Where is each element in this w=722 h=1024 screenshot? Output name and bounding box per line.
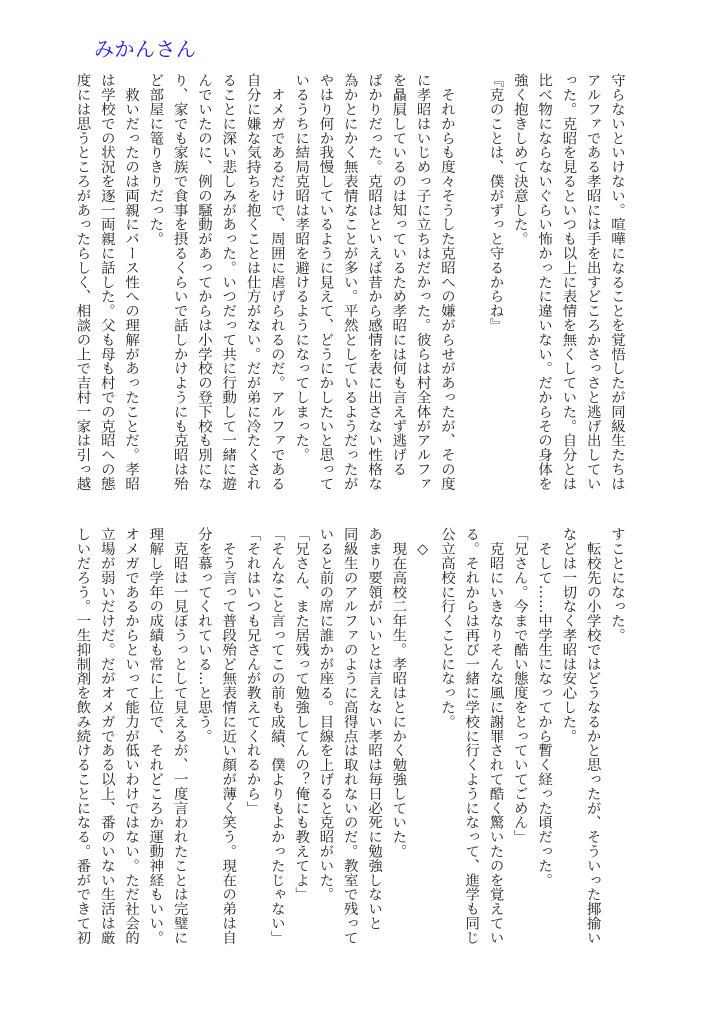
text-line: 「それはいつも兄さんが教えてくれるから」 xyxy=(244,527,261,815)
text-line: 「兄さん、また居残って勉強してんの？俺にも教えてよ」 xyxy=(293,527,310,902)
text-line: それからも度々そうした克昭への嫌がらせがあったが、その度 xyxy=(438,73,455,491)
text-line: 立場が弱いだけだ。だがオメガである以上、番のいない生活は厳 xyxy=(98,527,115,945)
text-line: すことになった。 xyxy=(609,527,625,643)
text-line: 克昭は一見ぼうっとして見えるが、一度言われたことは完璧に xyxy=(171,527,188,945)
text-line: は学校での状況を逐一両親に話した。父も母も村での克昭への態 xyxy=(98,73,115,491)
text-line: 為かとにかく無表情なことが多い。平然としているようだったが xyxy=(341,73,358,491)
text-line: ◇ xyxy=(414,527,431,558)
text-line xyxy=(459,73,483,483)
text-line: 克昭にいきなりそんな風に謝罪されて酷く驚いたのを覚えてい xyxy=(487,527,504,945)
text-line: ばかりだった。克昭はといえば昔から感情を表に出さない性格な xyxy=(366,73,383,491)
text-line: 守らないといけない。喧嘩になることを覚悟したが同級生たちは xyxy=(609,73,625,491)
text-line: る。それからは再び一緒に学校に行くようになって、進学も同じ xyxy=(463,527,480,945)
text-line: そして……中学生になってから暫く経った頃だった。 xyxy=(536,527,553,887)
text-line: などは一切なく孝昭は安心した。 xyxy=(560,527,577,743)
text-line: 「兄さん。今まで酷い態度をとっていてごめん」 xyxy=(511,527,528,844)
lower-text-block xyxy=(74,527,629,945)
text-line: 度には思うところがあったらしく、相談の上で吉村一家は引っ越 xyxy=(74,73,91,491)
text-line: り、家でも家族で食事を摂るくらいで話しかけようにも克昭は殆 xyxy=(171,73,188,491)
upper-text-block xyxy=(74,73,629,491)
text-line: 現在高校二年生。孝昭はとにかく勉強していた。 xyxy=(390,527,407,859)
text-line: オメガであるだけで、周囲に虐げられるのだ。アルファである xyxy=(268,73,285,491)
text-line: ど部屋に篭りきりだった。 xyxy=(147,73,164,246)
text-line: そう言って普段殆ど無表情に近い顔が薄く笑う。現在の弟は自 xyxy=(220,527,237,945)
text-line: を贔屓しているのは知っているため孝昭には何も言えず逃げる xyxy=(390,73,407,477)
text-line: 『克のことは、僕がずっと守るからね』 xyxy=(487,73,504,333)
text-line: オメガであるからといって能力が低いわけではない。ただ社会的 xyxy=(123,527,140,945)
text-line: 転校先の小学校ではどうなるかと思ったが、そういった揶揄い xyxy=(584,527,601,945)
text-line: あまり要領がいいとは言えない孝昭は毎日必死に勉強しないと xyxy=(366,527,383,931)
text-line: 比べ物にならないぐらい怖かったに違いない。だからその身体を xyxy=(536,73,553,491)
text-line: 強く抱きしめて決意した。 xyxy=(511,73,528,246)
text-line: やはり何か我慢しているように見えて、どうにかしたいと思って xyxy=(317,73,334,491)
text-line: 公立高校に行くことになった。 xyxy=(438,527,455,729)
text-line: に孝昭はいじめっ子に立ちはだかった。彼らは村全体がアルファ xyxy=(414,73,431,491)
text-line: 理解し学年の成績も常に上位で、それどころか運動神経もいい。 xyxy=(147,527,164,945)
text-line: 「そんなこと言ってこの前も成績、僕よりもよかったじゃない」 xyxy=(268,527,285,945)
author-name: みかんさん xyxy=(94,37,197,61)
text-line: いるうちに結局克昭は孝昭を避けるようになってしまった。 xyxy=(293,73,310,462)
text-line: ることに深い悲しみがあった。いつだって共に行動して一緒に遊 xyxy=(220,73,237,491)
text-line: 分を慕ってくれている…と思う。 xyxy=(195,527,212,743)
text-line: 自分に嫌な気持ちを抱くことは仕方がない。だが弟に冷たくされ xyxy=(244,73,261,491)
text-line: 同級生のアルファのように高得点は取れないのだ。教室で残って xyxy=(341,527,358,945)
text-line: んでいたのに、例の騒動があってからは小学校の登下校も別にな xyxy=(195,73,212,491)
text-line: った。克昭を見るといつも以上に表情を無くしていた。自分とは xyxy=(560,73,577,491)
text-line: しいだろう。一生抑制剤を飲み続けることになる。番ができて初 xyxy=(74,527,91,945)
text-line: 救いだったのは両親にバース性への理解があったことだ。孝昭 xyxy=(123,73,140,491)
text-line: いると前の席に誰かが座る。目線を上げると克昭がいた。 xyxy=(317,527,334,902)
text-line: アルファである孝昭には手を出すどころかさっさと逃げ出してい xyxy=(584,73,601,491)
